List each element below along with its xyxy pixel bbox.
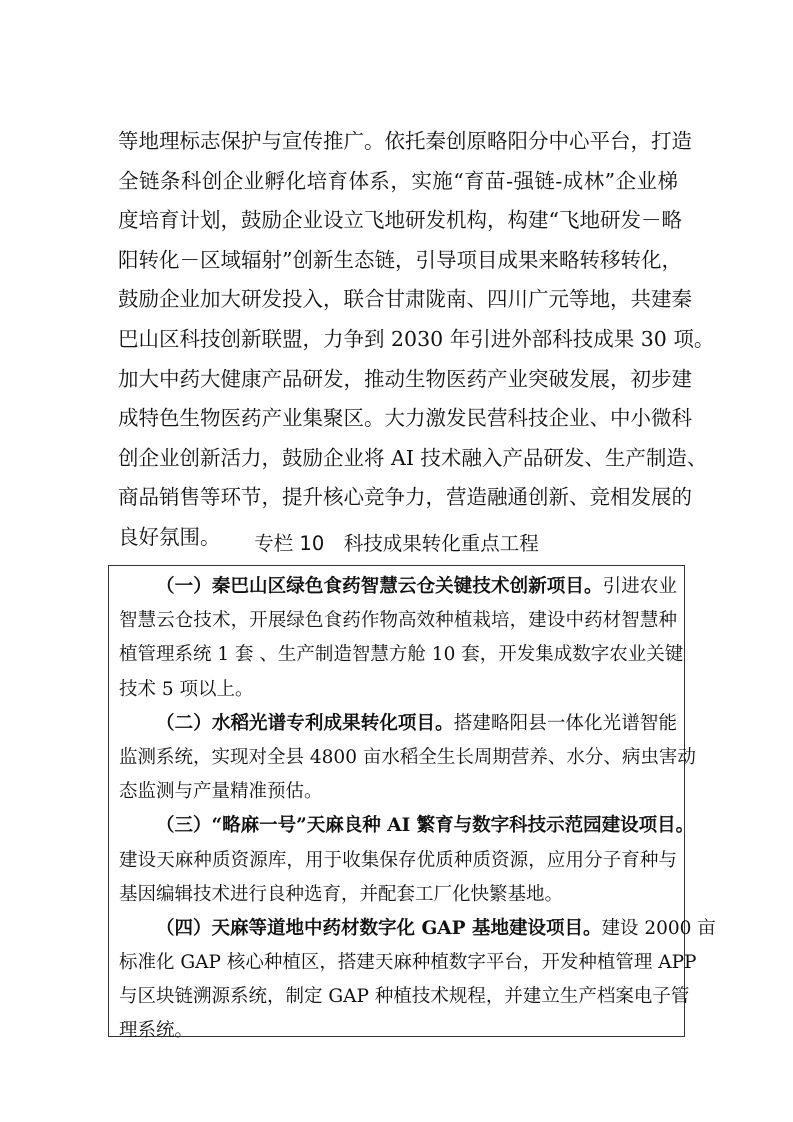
project-line: 态监测与产量精准预估。 (119, 781, 323, 803)
project-line: 技术 5 项以上。 (119, 678, 254, 700)
body-line: 良好氛围。 (118, 524, 221, 549)
project-line: 监测系统，实现对全县 4800 亩水稻全生长周期营养、水分、病虫害动 (119, 746, 696, 768)
project-line: 建设天麻种质资源库，用于收集保存优质种质资源，应用分子育种与 (119, 849, 677, 871)
body-line: 商品销售等环节，提升核心竞争力，营造融通创新、竞相发展的 (118, 485, 692, 510)
project-line: 与区块链溯源系统，制定 GAP 种植技术规程，并建立生产档案电子管 (119, 986, 690, 1008)
project-text: 引进农业 (602, 576, 677, 597)
project-2-first-line (119, 707, 677, 741)
project-line: 植管理系统 1 套 、生产制造智慧方舱 10 套，开发集成数字农业关键 (119, 644, 684, 666)
body-line: 度培育计划，鼓励企业设立飞地研发机构，构建“飞地研发－略 (118, 208, 682, 233)
project-heading: （二）水稻光谱专利成果转化项目。 (156, 712, 454, 734)
project-line: 基因编辑技术进行良种选育，并配套工厂化快繁基地。 (119, 883, 564, 905)
body-paragraph (118, 122, 715, 558)
project-1-first-line (119, 570, 677, 604)
project-text: 搭建略阳县一体化光谱智能 (453, 712, 677, 734)
project-4-first-line (119, 912, 716, 946)
body-line: 巴山区科技创新联盟，力争到 2030 年引进外部科技成果 30 项。 (118, 326, 715, 351)
project-line: 标准化 GAP 核心种植区，搭建天麻种植数字平台，开发种植管理 APP (119, 952, 697, 974)
body-line: 等地理标志保护与宣传推广。依托秦创原略阳分中心平台，打造 (118, 129, 692, 153)
body-line: 成特色生物医药产业集聚区。大力激发民营科技企业、中小微科 (118, 406, 692, 431)
project-line: 理系统。 (119, 1020, 194, 1042)
project-line: 智慧云仓技术，开展绿色食药作物高效种植栽培，建设中药材智慧种 (119, 610, 677, 632)
feature-box (108, 565, 716, 1042)
body-line: 阳转化－区域辐射”创新生态链，引导项目成果来略转移转化， (118, 247, 682, 272)
body-line: 加大中药大健康产品研发，推动生物医药产业突破发展，初步建 (118, 366, 692, 391)
box-title: 专栏 10 科技成果转化重点工程 (254, 532, 539, 555)
body-line: 创企业创新活力，鼓励企业将 AI 技术融入产品研发、生产制造、 (118, 445, 708, 470)
project-heading: （一）秦巴山区绿色食药智慧云仓关键技术创新项目。 (156, 576, 603, 597)
project-heading: （三）“略麻一号”天麻良种 AI 繁育与数字科技示范园建设项目。 (156, 815, 695, 837)
project-3-first-line (119, 809, 695, 843)
project-heading: （四）天麻等道地中药材数字化 GAP 基地建设项目。 (156, 917, 602, 939)
body-line: 鼓励企业加大研发投入，联合甘肃陇南、四川广元等地，共建秦 (118, 287, 692, 312)
body-line: 全链条科创企业孵化培育体系，实施“育苗-强链-成林”企业梯 (118, 168, 678, 193)
project-text: 建设 2000 亩 (601, 917, 716, 939)
